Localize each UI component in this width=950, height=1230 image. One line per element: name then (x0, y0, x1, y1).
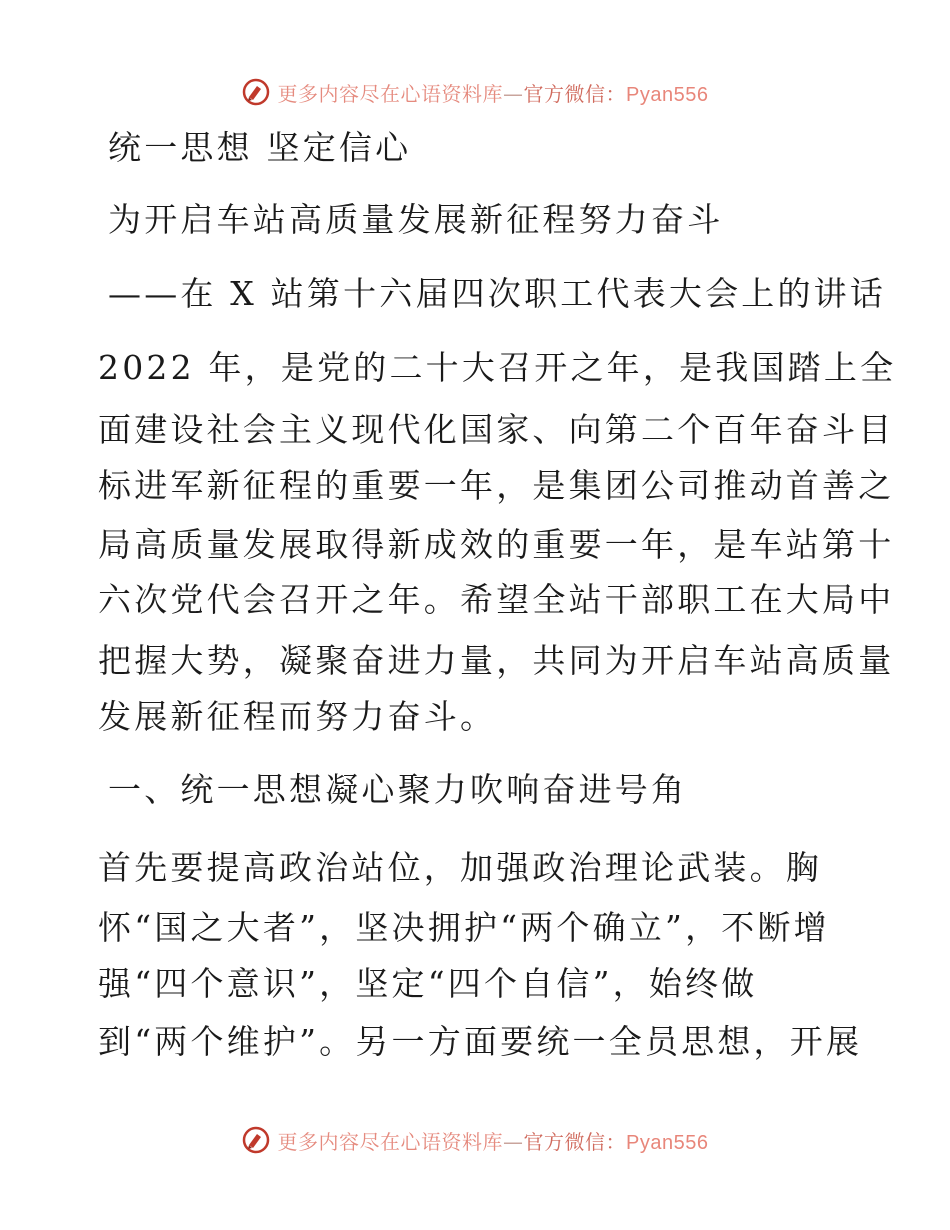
header-watermark-banner (0, 72, 950, 112)
intro-paragraph-line: 2022 年，是党的二十大召开之年，是我国踏上全 (98, 348, 897, 387)
banner-official-label: 官方微信： (523, 1129, 627, 1154)
intro-paragraph-line: 局高质量发展取得新成效的重要一年，是车站第十 (98, 525, 895, 564)
banner-official-label: 官方微信： (523, 81, 627, 106)
banner-main-text: 更多内容尽在心语资料库 (277, 1129, 504, 1154)
section-1-heading: 一、统一思想凝心聚力吹响奋进号角 (108, 770, 688, 809)
intro-paragraph-line: 发展新征程而努力奋斗。 (98, 697, 497, 736)
section-1-paragraph-line: 怀“国之大者”，坚决拥护“两个确立”，不断增 (98, 908, 830, 947)
banner-main-text: 更多内容尽在心语资料库 (277, 81, 504, 106)
section-1-paragraph-line: 到“两个维护”。另一方面要统一全员思想，开展 (98, 1022, 863, 1061)
intro-paragraph-line: 标进军新征程的重要一年，是集团公司推动首善之 (98, 466, 895, 505)
intro-paragraph-line: 六次党代会召开之年。希望全站干部职工在大局中 (98, 580, 895, 619)
banner-separator: — (503, 81, 524, 106)
document-subtitle: ——在 X 站第十六届四次职工代表大会上的讲话 (108, 274, 887, 313)
document-title-line-2: 为开启车站高质量发展新征程努力奋斗 (108, 200, 724, 239)
banner-wechat-id: Pyan556 (626, 83, 709, 106)
pen-logo-icon (242, 1126, 270, 1154)
banner-text (278, 1126, 709, 1155)
intro-paragraph-line: 把握大势，凝聚奋进力量，共同为开启车站高质量 (98, 641, 895, 680)
pen-logo-icon (242, 78, 270, 106)
banner-text (278, 78, 709, 107)
section-1-paragraph-line: 强“四个意识”，坚定“四个自信”，始终做 (98, 964, 758, 1003)
banner-separator: — (503, 1129, 524, 1154)
section-1-paragraph-line: 首先要提高政治站位，加强政治理论武装。胸 (98, 848, 822, 887)
document-title-line-1: 统一思想 坚定信心 (108, 128, 412, 167)
banner-wechat-id: Pyan556 (626, 1131, 709, 1154)
intro-paragraph-line: 面建设社会主义现代化国家、向第二个百年奋斗目 (98, 410, 895, 449)
footer-watermark-banner (0, 1120, 950, 1160)
